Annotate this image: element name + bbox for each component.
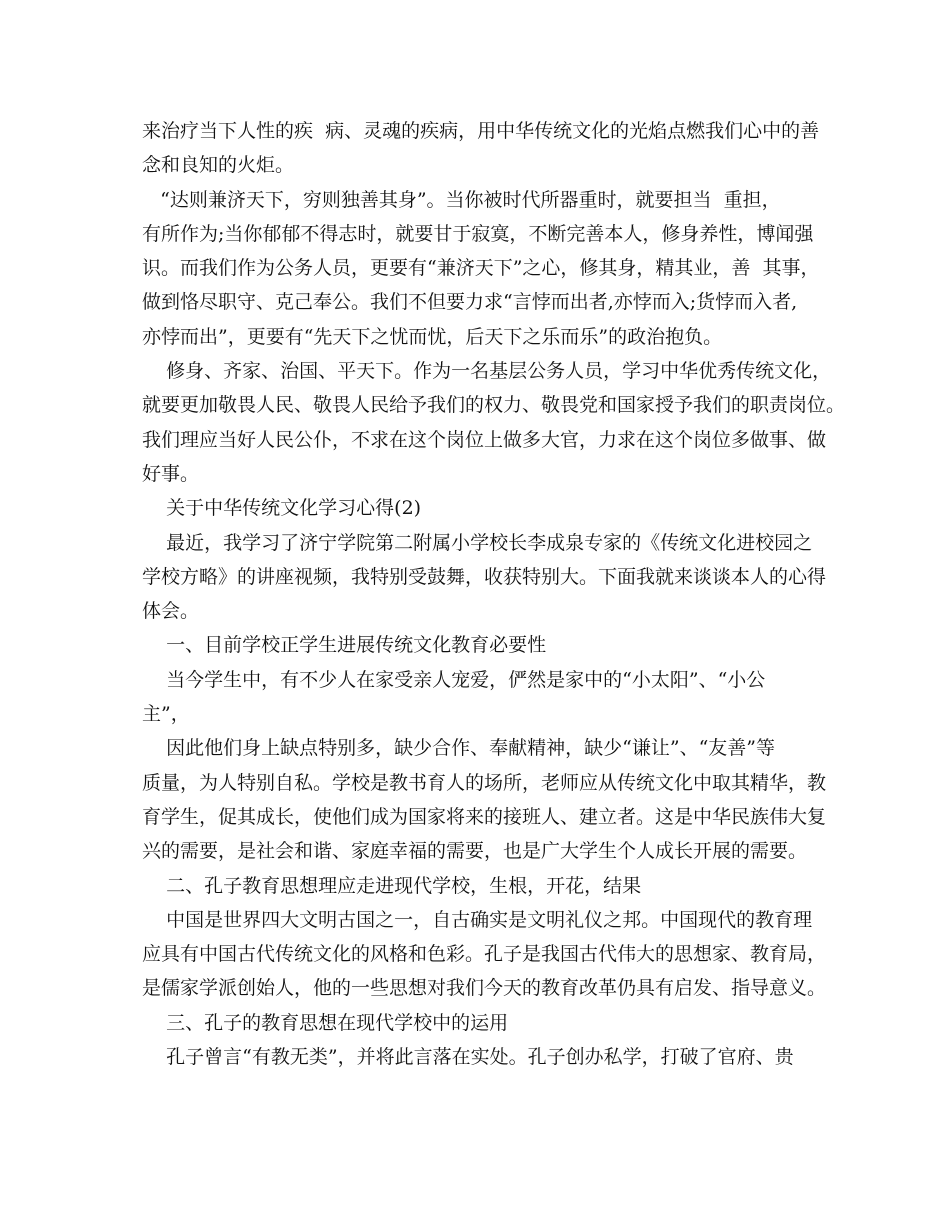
text-line: 最近，我学习了济宁学院第二附属小学校长李成泉专家的《传统文化进校园之	[142, 531, 813, 554]
text-line: 学校方略》的讲座视频，我特别受鼓舞，收获特别大。下面我就来谈谈本人的心得	[142, 565, 827, 588]
text-line: 识。而我们作为公务人员，更要有“兼济天下”之心，修其身，精其业，善 其事，	[142, 257, 820, 280]
text-line: 念和良知的火炬。	[142, 154, 295, 177]
section-heading: 二、孔子教育思想理应走进现代学校，生根，开花，结果	[142, 874, 642, 897]
text-line: “达则兼济天下，穷则独善其身”。当你被时代所器重时，就要担当 重担，	[142, 188, 781, 211]
text-line: 来治疗当下人性的疾 病、灵魂的疾病，用中华传统文化的光焰点燃我们心中的善	[142, 120, 820, 142]
text-line: 是儒家学派创始人，他的一些思想对我们今天的教育改革仍具有启发、指导意义。	[142, 977, 827, 1000]
text-line: 因此他们身上缺点特别多，缺少合作、奉献精神，缺少“谦让”、“友善”等	[142, 737, 776, 760]
text-line: 主”，	[142, 703, 190, 726]
section-title: 关于中华传统文化学习心得(2)	[142, 497, 422, 520]
text-line: 当今学生中，有不少人在家受亲人宠爱，俨然是家中的“小太阳”、“小公	[142, 668, 766, 691]
text-line: 就要更加敬畏人民、敬畏人民给予我们的权力、敬畏党和国家授予我们的职责岗位。	[142, 394, 846, 417]
text-line: 体会。	[142, 600, 200, 623]
section-heading: 一、目前学校正学生进展传统文化教育必要性	[142, 634, 547, 657]
text-line: 好事。	[142, 462, 200, 485]
text-line: 中国是世界四大文明古国之一，自古确实是文明礼仪之邦。中国现代的教育理	[142, 908, 813, 931]
section-heading: 三、孔子的教育思想在现代学校中的运用	[142, 1011, 509, 1034]
text-line: 兴的需要，是社会和谐、家庭幸福的需要，也是广大学生个人成长开展的需要。	[142, 840, 808, 863]
text-line: 应具有中国古代传统文化的风格和色彩。孔子是我国古代伟大的思想家、教育局，	[142, 943, 827, 966]
text-line: 亦悖而出”，更要有“先天下之忧而忧，后天下之乐而乐”的政治抱负。	[142, 325, 723, 348]
document-body	[142, 114, 846, 1074]
text-line: 孔子曾言“有教无类”，并将此言落在实处。孔子创办私学，打破了官府、贵	[142, 1046, 794, 1069]
text-line: 质量，为人特别自私。学校是教书育人的场所，老师应从传统文化中取其精华，教	[142, 771, 827, 794]
text-line: 育学生，促其成长，使他们成为国家将来的接班人、建立者。这是中华民族伟大复	[142, 805, 827, 828]
text-line: 我们理应当好人民公仆，不求在这个岗位上做多大官，力求在这个岗位多做事、做	[142, 428, 827, 451]
text-line: 修身、齐家、治国、平天下。作为一名基层公务人员，学习中华优秀传统文化，	[142, 360, 832, 383]
text-line: 有所作为;当你郁郁不得志时，就要甘于寂寞，不断完善本人，修身养性，博闻强	[142, 222, 814, 245]
text-line: 做到恪尽职守、克己奉公。我们不但要力求“言悖而出者,亦悖而入;货悖而入者,	[142, 291, 798, 314]
